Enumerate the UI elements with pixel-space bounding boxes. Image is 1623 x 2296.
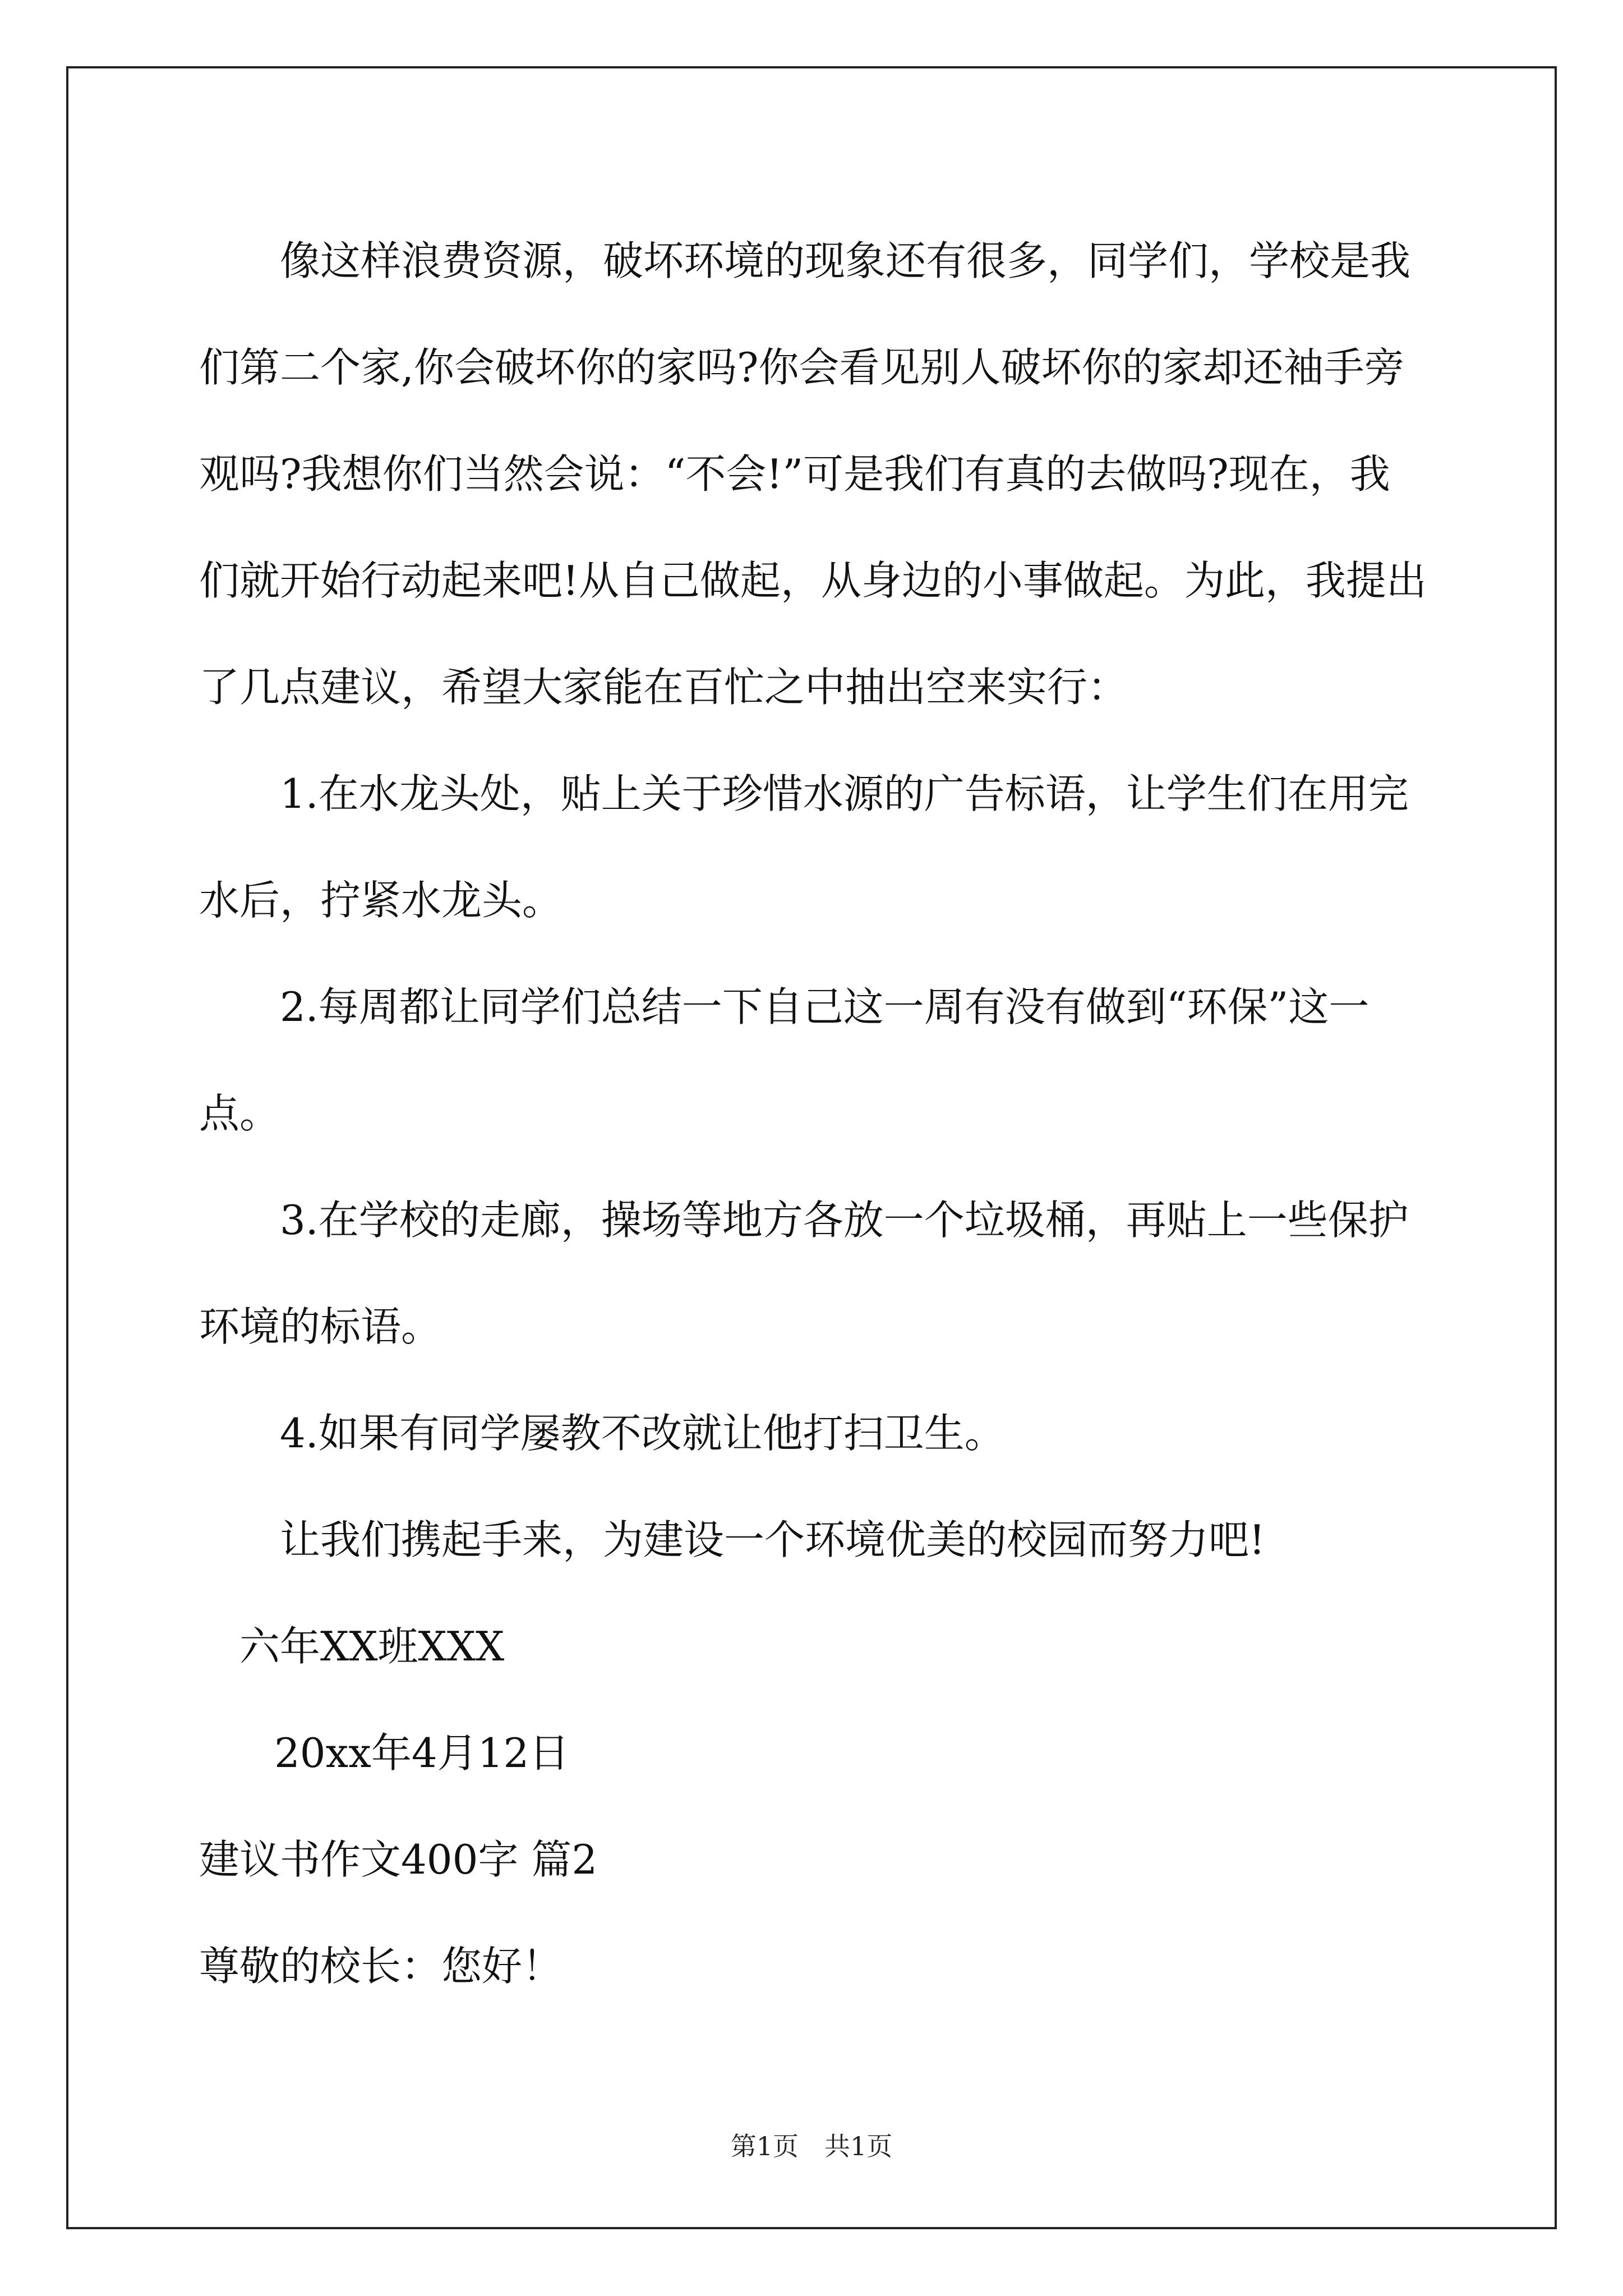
- paragraph-line: 像这样浪费资源，破坏环境的现象还有很多，同学们，学校是我: [280, 237, 1411, 284]
- suggestion-4: 4.如果有同学屡教不改就让他打扫卫生。: [280, 1410, 1005, 1457]
- paragraph-line: 观吗?我想你们当然会说：“不会!”可是我们有真的去做吗?现在，我: [199, 450, 1390, 498]
- salutation: 尊敬的校长：您好！: [199, 1943, 563, 1990]
- suggestion-3: 3.在学校的走廊，操场等地方各放一个垃圾桶，再贴上一些保护: [280, 1197, 1409, 1244]
- paragraph-line: 了几点建议，希望大家能在百忙之中抽出空来实行：: [199, 664, 1128, 711]
- paragraph-line: 们就开始行动起来吧!从自己做起，从身边的小事做起。为此，我提出: [199, 557, 1427, 604]
- suggestion-2: 2.每周都让同学们总结一下自己这一周有没有做到“环保”这一: [280, 983, 1370, 1030]
- date-line: 20xx年4月12日: [274, 1729, 570, 1777]
- suggestion-1-cont: 水后，拧紧水龙头。: [199, 877, 563, 924]
- section-heading: 建议书作文400字 篇2: [199, 1836, 598, 1883]
- document-body: [199, 208, 1433, 2019]
- suggestion-2-cont: 点。: [199, 1090, 280, 1137]
- suggestion-1: 1.在水龙头处，贴上关于珍惜水源的广告标语，让学生们在用完: [280, 770, 1409, 817]
- paragraph-line: 们第二个家,你会破坏你的家吗?你会看见别人破坏你的家却还袖手旁: [199, 344, 1405, 391]
- page-footer: 第1页 共1页: [730, 2131, 893, 2161]
- closing-line: 让我们携起手来，为建设一个环境优美的校园而努力吧!: [280, 1516, 1265, 1563]
- signature: 六年XX班XXX: [239, 1623, 505, 1670]
- suggestion-3-cont: 环境的标语。: [199, 1303, 442, 1350]
